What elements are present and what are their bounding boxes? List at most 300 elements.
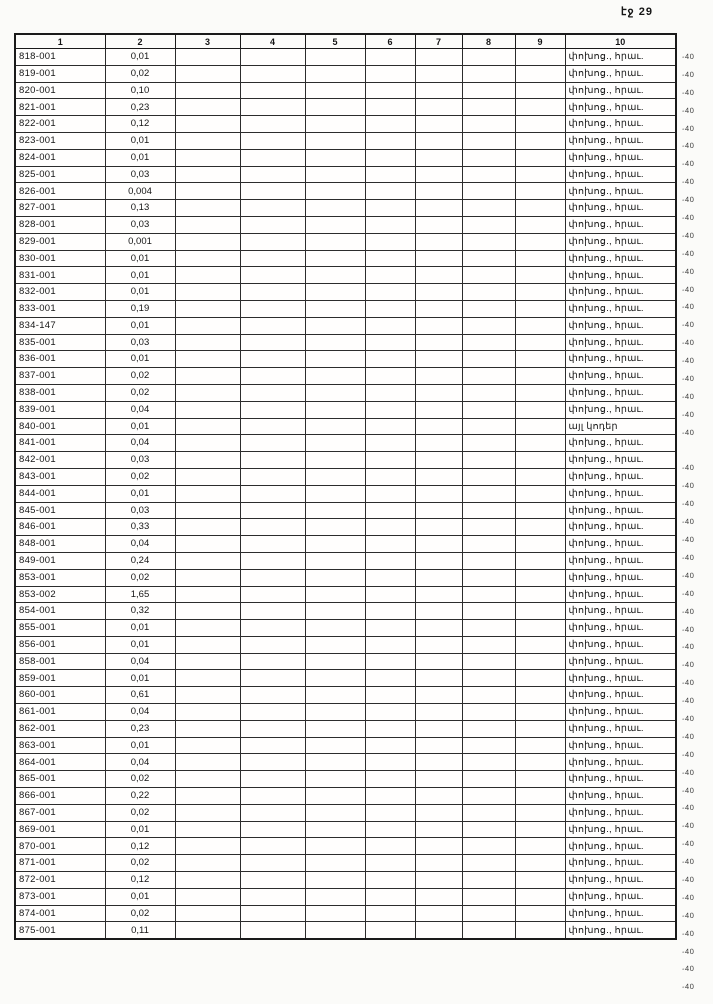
empty-cell [415,888,462,905]
empty-cell [240,586,305,603]
empty-cell [175,569,240,586]
empty-cell [415,368,462,385]
empty-cell [305,519,365,536]
empty-cell [240,653,305,670]
empty-cell [365,267,415,284]
empty-cell [305,804,365,821]
empty-cell [305,502,365,519]
table-row [15,65,676,82]
empty-cell [305,452,365,469]
empty-cell [515,737,565,754]
empty-cell [175,519,240,536]
empty-cell [365,200,415,217]
empty-cell [175,687,240,704]
note-cell: փոխոց., հրաւ. [565,720,676,737]
data-table [14,33,677,940]
empty-cell [415,401,462,418]
empty-cell [515,485,565,502]
empty-cell [515,804,565,821]
value-cell: 0,01 [105,620,175,637]
note-cell: փոխոց., հրաւ. [565,435,676,452]
table-row [15,132,676,149]
empty-cell [462,905,515,922]
empty-cell [305,132,365,149]
empty-cell [175,300,240,317]
table-row [15,855,676,872]
value-cell: 0,04 [105,401,175,418]
code-cell: 838-001 [15,384,105,401]
empty-cell [515,653,565,670]
margin-annotations [682,33,694,996]
note-cell: փոխոց., հրաւ. [565,284,676,301]
empty-cell [365,132,415,149]
empty-cell [415,737,462,754]
margin-mark: -40 [681,767,695,778]
column-header: 10 [565,34,676,49]
empty-cell [175,586,240,603]
empty-cell [240,788,305,805]
empty-cell [175,132,240,149]
empty-cell [415,872,462,889]
empty-cell [515,317,565,334]
table-row [15,922,676,939]
value-cell: 0,001 [105,233,175,250]
value-cell: 0,03 [105,216,175,233]
margin-mark: -40 [681,320,695,330]
empty-cell [462,368,515,385]
empty-cell [240,200,305,217]
margin-mark: -40 [681,428,695,438]
empty-cell [305,485,365,502]
empty-cell [415,116,462,133]
note-cell: փոխոց., հրաւ. [565,569,676,586]
empty-cell [365,603,415,620]
empty-cell [515,452,565,469]
empty-cell [462,435,515,452]
empty-cell [305,653,365,670]
value-cell: 0,12 [105,116,175,133]
code-cell: 858-001 [15,653,105,670]
note-cell: փոխոց., հրաւ. [565,468,676,485]
empty-cell [415,435,462,452]
column-header: 4 [240,34,305,49]
note-cell: փոխոց., հրաւ. [565,183,676,200]
empty-cell [515,788,565,805]
empty-cell [365,905,415,922]
value-cell: 0,02 [105,384,175,401]
note-cell: փոխոց., հրաւ. [565,351,676,368]
empty-cell [515,132,565,149]
empty-cell [175,872,240,889]
empty-cell [305,771,365,788]
code-cell: 843-001 [15,468,105,485]
table-row [15,200,676,217]
code-cell: 862-001 [15,720,105,737]
table-row [15,905,676,922]
note-cell: փոխոց., հրաւ. [565,653,676,670]
empty-cell [240,687,305,704]
empty-cell [415,922,462,939]
empty-cell [175,99,240,116]
table-row [15,250,676,267]
margin-mark: -40 [681,589,695,599]
empty-cell [240,872,305,889]
value-cell: 0,01 [105,351,175,368]
note-cell: փոխոց., հրաւ. [565,216,676,233]
empty-cell [415,821,462,838]
table-row [15,49,676,66]
empty-cell [415,670,462,687]
empty-cell [515,838,565,855]
empty-cell [515,216,565,233]
margin-mark: -40 [681,123,695,134]
empty-cell [365,552,415,569]
empty-cell [462,788,515,805]
table-row [15,300,676,317]
empty-cell [462,65,515,82]
empty-cell [175,435,240,452]
empty-cell [462,603,515,620]
table-row [15,435,676,452]
empty-cell [515,720,565,737]
margin-mark: -40 [681,213,695,223]
note-cell: փոխոց., հրաւ. [565,821,676,838]
empty-cell [462,821,515,838]
empty-cell [365,233,415,250]
note-cell: փոխոց., հրաւ. [565,149,676,166]
value-cell: 0,02 [105,804,175,821]
empty-cell [240,49,305,66]
empty-cell [462,888,515,905]
note-cell: փոխոց., հրաւ. [565,771,676,788]
empty-cell [175,200,240,217]
empty-cell [240,670,305,687]
empty-cell [305,754,365,771]
note-cell: փոխոց., հրաւ. [565,788,676,805]
empty-cell [175,771,240,788]
empty-cell [415,317,462,334]
code-cell: 844-001 [15,485,105,502]
empty-cell [515,384,565,401]
column-header: 8 [462,34,515,49]
table-row [15,351,676,368]
page-number: էջ 29 [620,6,653,18]
empty-cell [365,317,415,334]
empty-cell [515,536,565,553]
empty-cell [240,334,305,351]
empty-cell [305,368,365,385]
empty-cell [305,65,365,82]
empty-cell [515,855,565,872]
margin-mark: -40 [681,52,695,62]
note-cell: փոխոց., հրաւ. [565,132,676,149]
empty-cell [175,183,240,200]
empty-cell [515,620,565,637]
margin-mark: -40 [681,893,695,903]
empty-cell [462,855,515,872]
empty-cell [240,317,305,334]
value-cell: 0,10 [105,82,175,99]
note-cell: փոխոց., հրաւ. [565,485,676,502]
code-cell: 827-001 [15,200,105,217]
empty-cell [415,838,462,855]
margin-mark: -40 [681,911,695,921]
empty-cell [175,468,240,485]
empty-cell [305,284,365,301]
empty-cell [175,82,240,99]
value-cell: 0,12 [105,838,175,855]
empty-cell [175,888,240,905]
empty-cell [365,737,415,754]
table-row [15,502,676,519]
empty-cell [175,384,240,401]
empty-cell [175,452,240,469]
empty-cell [240,233,305,250]
note-cell: փոխոց., հրաւ. [565,99,676,116]
empty-cell [415,200,462,217]
column-header: 1 [15,34,105,49]
empty-cell [175,166,240,183]
empty-cell [240,216,305,233]
empty-cell [175,216,240,233]
margin-mark: -40 [681,946,695,957]
margin-mark: -40 [681,821,695,831]
code-cell: 835-001 [15,334,105,351]
value-cell: 0,61 [105,687,175,704]
empty-cell [365,620,415,637]
empty-cell [305,737,365,754]
column-header: 9 [515,34,565,49]
value-cell: 0,04 [105,754,175,771]
empty-cell [415,771,462,788]
note-cell: փոխոց., հրաւ. [565,737,676,754]
empty-cell [462,670,515,687]
empty-cell [462,569,515,586]
empty-cell [365,586,415,603]
empty-cell [415,250,462,267]
margin-mark: -40 [681,392,695,402]
empty-cell [515,704,565,721]
empty-cell [415,99,462,116]
empty-cell [305,687,365,704]
code-cell: 864-001 [15,754,105,771]
empty-cell [305,116,365,133]
empty-cell [515,166,565,183]
empty-cell [415,132,462,149]
value-cell: 0,12 [105,872,175,889]
empty-cell [175,905,240,922]
margin-mark: -40 [681,499,695,509]
empty-cell [175,536,240,553]
empty-cell [515,250,565,267]
empty-cell [365,888,415,905]
value-cell: 0,23 [105,720,175,737]
value-cell: 0,03 [105,166,175,183]
table-row [15,519,676,536]
empty-cell [305,435,365,452]
empty-cell [305,401,365,418]
empty-cell [365,704,415,721]
empty-cell [240,502,305,519]
empty-cell [415,636,462,653]
empty-cell [240,552,305,569]
note-cell: փոխոց., հրաւ. [565,502,676,519]
empty-cell [305,468,365,485]
empty-cell [462,401,515,418]
value-cell: 0,02 [105,468,175,485]
margin-mark: -40 [681,356,695,366]
code-cell: 859-001 [15,670,105,687]
value-cell: 0,02 [105,569,175,586]
empty-cell [365,485,415,502]
empty-cell [415,804,462,821]
margin-mark: -40 [681,875,695,885]
empty-cell [462,49,515,66]
table-row [15,872,676,889]
note-cell: փոխոց., հրաւ. [565,905,676,922]
note-cell: փոխոց., հրաւ. [565,116,676,133]
code-cell: 841-001 [15,435,105,452]
margin-mark: -40 [681,964,695,974]
table-row [15,468,676,485]
value-cell: 0,03 [105,502,175,519]
document-body [14,33,694,996]
code-cell: 845-001 [15,502,105,519]
empty-cell [305,250,365,267]
code-cell: 872-001 [15,872,105,889]
table-row [15,653,676,670]
value-cell: 0,03 [105,334,175,351]
empty-cell [305,821,365,838]
empty-cell [415,687,462,704]
empty-cell [305,788,365,805]
code-cell: 870-001 [15,838,105,855]
empty-cell [515,552,565,569]
empty-cell [415,855,462,872]
value-cell: 0,01 [105,821,175,838]
code-cell: 846-001 [15,519,105,536]
empty-cell [462,636,515,653]
empty-cell [175,788,240,805]
value-cell: 0,01 [105,485,175,502]
empty-cell [415,788,462,805]
code-cell: 873-001 [15,888,105,905]
empty-cell [365,670,415,687]
value-cell: 0,01 [105,737,175,754]
table-row [15,116,676,133]
empty-cell [415,485,462,502]
code-cell: 830-001 [15,250,105,267]
empty-cell [240,620,305,637]
table-row [15,418,676,435]
empty-cell [462,250,515,267]
margin-mark: -40 [681,249,695,259]
empty-cell [240,838,305,855]
note-cell: փոխոց., հրաւ. [565,754,676,771]
code-cell: 820-001 [15,82,105,99]
empty-cell [175,267,240,284]
empty-cell [462,418,515,435]
table-row [15,536,676,553]
empty-cell [175,418,240,435]
code-cell: 833-001 [15,300,105,317]
note-cell: փոխոց., հրաւ. [565,552,676,569]
value-cell: 0,02 [105,905,175,922]
table-row [15,149,676,166]
margin-mark: -40 [681,284,695,295]
empty-cell [305,418,365,435]
note-cell: փոխոց., հրաւ. [565,82,676,99]
table-row [15,720,676,737]
empty-cell [462,334,515,351]
empty-cell [515,334,565,351]
table-row [15,888,676,905]
empty-cell [305,267,365,284]
empty-cell [515,284,565,301]
empty-cell [515,82,565,99]
code-cell: 839-001 [15,401,105,418]
margin-mark: -40 [681,928,695,939]
empty-cell [462,519,515,536]
empty-cell [175,317,240,334]
value-cell: 0,02 [105,65,175,82]
empty-cell [462,149,515,166]
empty-cell [175,116,240,133]
empty-cell [515,116,565,133]
margin-mark: -40 [681,750,695,760]
value-cell: 0,04 [105,704,175,721]
empty-cell [462,351,515,368]
margin-mark: -40 [681,714,695,724]
code-cell: 854-001 [15,603,105,620]
empty-cell [305,317,365,334]
empty-cell [365,183,415,200]
note-cell: փոխոց., հրաւ. [565,536,676,553]
empty-cell [175,804,240,821]
empty-cell [515,368,565,385]
value-cell: 0,02 [105,368,175,385]
margin-mark: -40 [681,338,695,348]
empty-cell [305,603,365,620]
empty-cell [240,116,305,133]
table-row [15,317,676,334]
empty-cell [305,149,365,166]
note-cell: փոխոց., հրաւ. [565,687,676,704]
empty-cell [462,116,515,133]
empty-cell [415,586,462,603]
empty-cell [365,300,415,317]
empty-cell [175,720,240,737]
code-cell: 866-001 [15,788,105,805]
empty-cell [305,704,365,721]
table-row [15,334,676,351]
empty-cell [415,384,462,401]
empty-cell [415,284,462,301]
empty-cell [365,149,415,166]
empty-cell [305,300,365,317]
note-cell: փոխոց., հրաւ. [565,452,676,469]
empty-cell [365,788,415,805]
empty-cell [240,384,305,401]
empty-cell [175,821,240,838]
table-row [15,401,676,418]
empty-cell [515,468,565,485]
empty-cell [240,737,305,754]
margin-mark: -40 [681,624,695,635]
column-header: 7 [415,34,462,49]
empty-cell [240,149,305,166]
empty-cell [175,670,240,687]
